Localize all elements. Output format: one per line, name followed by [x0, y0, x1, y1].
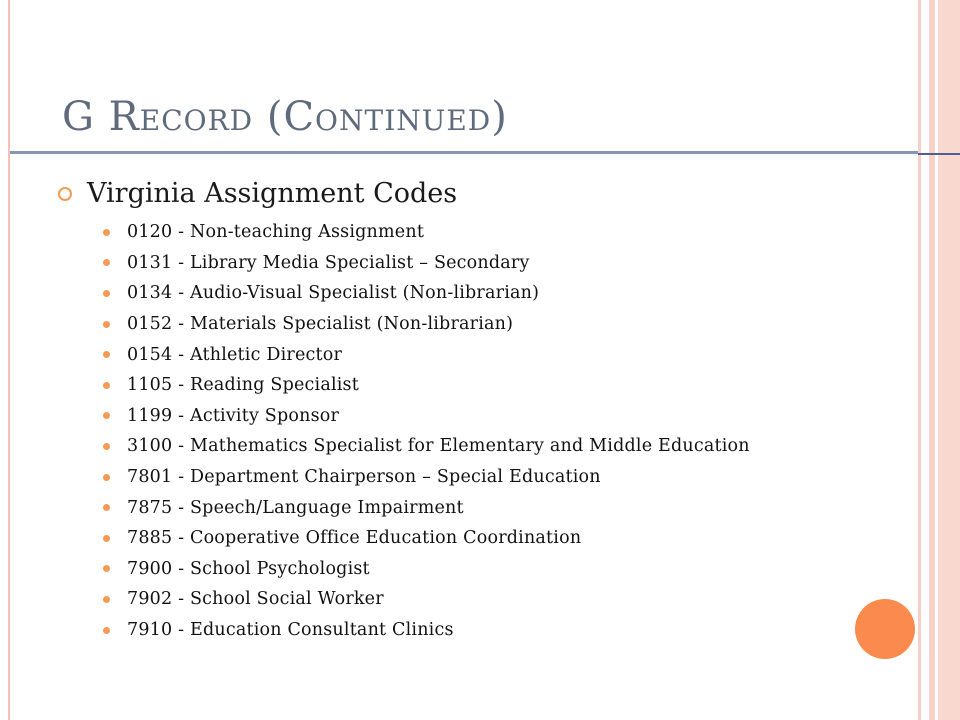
list-item: [103, 217, 750, 248]
bullet-dot-icon: [103, 443, 110, 450]
main-bullet: [58, 178, 457, 209]
bullet-dot-icon: [103, 351, 110, 358]
code-text: 0154 - Athletic Director: [127, 344, 343, 365]
list-item: [103, 401, 750, 432]
code-text: 0134 - Audio-Visual Specialist (Non-librarian): [127, 283, 540, 304]
bullet-dot-icon: [103, 290, 110, 297]
bullet-dot-icon: [103, 229, 110, 236]
list-item: [103, 554, 750, 585]
bullet-dot-icon: [103, 627, 110, 634]
list-item: [103, 523, 750, 554]
code-text: 3100 - Mathematics Specialist for Elementary and Middle Education: [127, 436, 750, 457]
bullet-dot-icon: [103, 321, 110, 328]
ring-bullet-icon: [58, 187, 72, 201]
bullet-dot-icon: [103, 535, 110, 542]
code-text: 7900 - School Psychologist: [127, 558, 370, 579]
code-text: 7801 - Department Chairperson – Special Education: [127, 467, 601, 488]
list-item: [103, 615, 750, 646]
bullet-dot-icon: [103, 565, 110, 572]
list-item: [103, 278, 750, 309]
slide-title: G Record (Continued): [62, 94, 508, 140]
decorative-orange-circle: [855, 599, 915, 659]
code-text: 0152 - Materials Specialist (Non-librarian): [127, 314, 514, 335]
right-decorative-stripes: [918, 0, 960, 720]
list-item: [103, 462, 750, 493]
code-text: 1199 - Activity Sponsor: [127, 405, 340, 426]
assignment-code-list: [103, 217, 750, 645]
title-underline-extension: [918, 153, 960, 155]
bullet-dot-icon: [103, 382, 110, 389]
code-text: 7902 - School Social Worker: [127, 589, 384, 610]
code-text: 7910 - Education Consultant Clinics: [127, 620, 454, 641]
bullet-dot-icon: [103, 596, 110, 603]
code-text: 0120 - Non-teaching Assignment: [127, 222, 425, 243]
bullet-dot-icon: [103, 412, 110, 419]
code-text: 0131 - Library Media Specialist – Secondary: [127, 252, 530, 273]
list-item: [103, 584, 750, 615]
list-item: [103, 431, 750, 462]
bullet-dot-icon: [103, 504, 110, 511]
code-text: 7875 - Speech/Language Impairment: [127, 497, 464, 518]
list-item: [103, 492, 750, 523]
bullet-dot-icon: [103, 259, 110, 266]
main-bullet-text: Virginia Assignment Codes: [87, 178, 458, 209]
list-item: [103, 309, 750, 340]
code-text: 7885 - Cooperative Office Education Coordination: [127, 528, 582, 549]
left-border-line: [8, 0, 10, 720]
bullet-dot-icon: [103, 474, 110, 481]
list-item: [103, 370, 750, 401]
code-text: 1105 - Reading Specialist: [127, 375, 359, 396]
list-item: [103, 248, 750, 279]
list-item: [103, 339, 750, 370]
title-underline: [10, 151, 918, 154]
